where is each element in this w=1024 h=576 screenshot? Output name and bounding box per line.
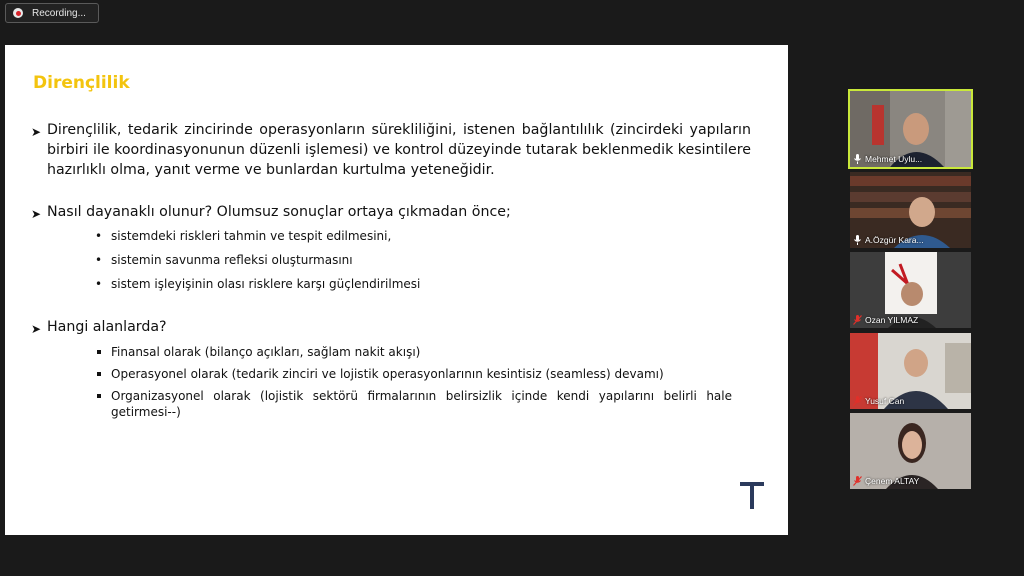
shared-slide bbox=[5, 45, 788, 535]
muted-microphone-icon bbox=[853, 315, 862, 325]
slide-bullet bbox=[31, 317, 751, 339]
slide-bullet bbox=[31, 120, 751, 180]
sub-bullet-list bbox=[95, 228, 695, 300]
logo-icon bbox=[740, 482, 764, 509]
muted-microphone-icon bbox=[853, 476, 862, 486]
arrow-bullet-icon: ➤ bbox=[31, 322, 42, 336]
participant-label bbox=[853, 394, 904, 407]
participant-tile[interactable] bbox=[850, 252, 971, 328]
participant-name: Mehmet Uylu... bbox=[865, 153, 923, 164]
participant-tile[interactable] bbox=[850, 172, 971, 248]
sub-bullet-list bbox=[95, 344, 732, 426]
participant-tile[interactable] bbox=[850, 333, 971, 409]
sub-bullet: Finansal olarak (bilanço açıkları, sağlam nakit akışı) bbox=[95, 344, 732, 360]
sub-bullet: Operasyonel olarak (tedarik zinciri ve lojistik operasyonlarının kesintisiz (seamless) devamı) bbox=[95, 366, 732, 382]
bullet-text: Dirençlilik, tedarik zincirinde operasyonların sürekliliğini, istenen bağlantılılık (zincirdeki yapıların birbiri ile koordinasyonunun düzenli işlemesi) ve kontrol düzeyinde tutarak beklenmedik kesintilere hazırlıklı olma, yanıt verme ve bunlardan kurtulma yeteneğidir. bbox=[47, 122, 751, 178]
participant-name: Çenem ALTAY bbox=[865, 475, 920, 486]
participant-label bbox=[853, 474, 919, 487]
participant-label bbox=[853, 233, 924, 246]
participant-name: Ozan YILMAZ bbox=[865, 314, 919, 325]
slide-title: Dirençlilik bbox=[33, 73, 130, 93]
participant-name: Yusuf Can bbox=[865, 395, 905, 406]
microphone-icon bbox=[853, 154, 862, 164]
sub-bullet: Organizasyonel olarak (lojistik sektörü firmalarının belirsizlik içinde kendi yapılarını belirli hale getirmesi--) bbox=[95, 388, 732, 420]
recording-label: Recording... bbox=[32, 7, 86, 19]
participant-tile[interactable] bbox=[850, 413, 971, 489]
sub-bullet: • sistem işleyişinin olası risklere karşı güçlendirilmesi bbox=[95, 276, 695, 292]
sub-bullet: • sistemin savunma refleksi oluşturmasını bbox=[95, 252, 695, 268]
sub-bullet: • sistemdeki riskleri tahmin ve tespit edilmesini, bbox=[95, 228, 695, 244]
participant-label bbox=[853, 313, 918, 326]
slide-bullet bbox=[31, 202, 751, 224]
participant-label bbox=[853, 152, 922, 165]
bullet-text: Nasıl dayanaklı olunur? Olumsuz sonuçlar ortaya çıkmadan önce; bbox=[47, 204, 511, 220]
participant-name: A.Özgür Kara... bbox=[865, 234, 924, 245]
arrow-bullet-icon: ➤ bbox=[31, 125, 42, 139]
bullet-text: Hangi alanlarda? bbox=[47, 319, 167, 335]
microphone-icon bbox=[853, 235, 862, 245]
record-icon bbox=[13, 8, 23, 18]
recording-indicator[interactable] bbox=[5, 3, 99, 23]
arrow-bullet-icon: ➤ bbox=[31, 207, 42, 221]
muted-microphone-icon bbox=[853, 396, 862, 406]
participant-tile[interactable] bbox=[850, 91, 971, 167]
